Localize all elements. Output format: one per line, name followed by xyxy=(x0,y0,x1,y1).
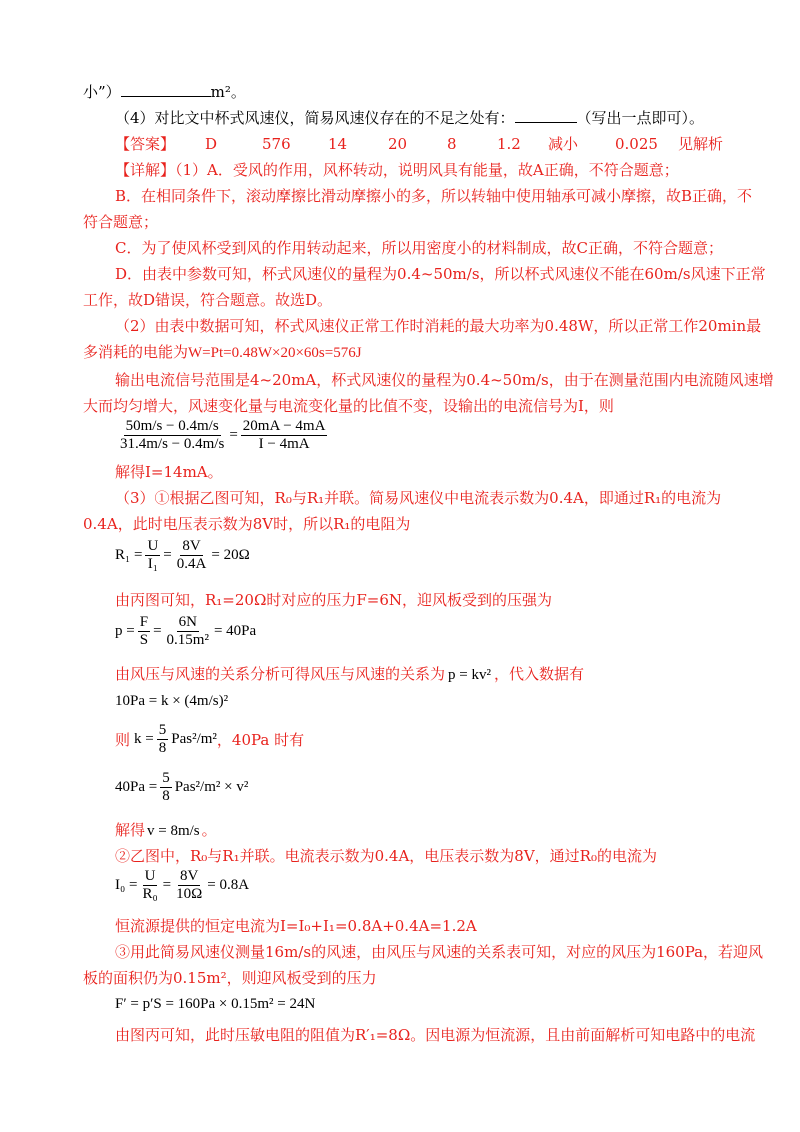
detail-text: ，代入数据有 xyxy=(493,665,584,683)
answer-value: 1.2 xyxy=(497,135,521,153)
fraction-denominator: I₁ xyxy=(147,556,158,572)
detail-text: （2）由表中数据可知，杯式风速仪正常工作时消耗的最大功率为0.48W，所以正常工作20min最 xyxy=(115,317,762,335)
fraction-denominator: 0.4A xyxy=(176,556,207,572)
fraction-denominator: I − 4mA xyxy=(258,436,310,452)
fraction-denominator: 31.4m/s − 0.4m/s xyxy=(120,436,225,452)
fraction-numerator: U xyxy=(147,538,159,554)
equation-i0: I₀ = $\frac{U}{\text{R₀}}$ = $\frac{8V}{10\Omega}$ = 0.8A xyxy=(115,868,250,902)
answer-value: 减小 xyxy=(548,135,579,153)
equation-rhs: Pas²/m² xyxy=(171,731,217,747)
equation-r1: R₁ = $\frac{U}{\text{I₁}}$ = $\frac{8V}{0.4A}$ = 20Ω xyxy=(115,538,250,572)
fraction-numerator: 20mA − 4mA xyxy=(242,418,326,434)
fraction-numerator: 6N xyxy=(178,614,197,630)
detail-text: 恒流源提供的恒定电流为I=I₀+I₁=0.8A+0.4A=1.2A xyxy=(115,917,477,935)
detail-text: 0.4A，此时电压表示数为8V时，所以R₁的电阻为 xyxy=(83,515,411,533)
q3-tail-suffix: m²。 xyxy=(210,83,246,101)
fraction-denominator: 8 xyxy=(162,788,170,804)
equation-rhs: = 20Ω xyxy=(211,547,250,563)
detail-text: ，40Pa 时有 xyxy=(216,731,305,749)
q4-line xyxy=(115,108,704,128)
answer-value: 0.025 xyxy=(615,135,658,153)
detail-text: 则 xyxy=(115,733,131,749)
detail-text: 解得 xyxy=(115,821,146,839)
equation-substitution: 10Pa = k × (4m/s)² xyxy=(115,693,229,709)
equation-force: F′ = p′S = 160Pa × 0.15m² = 24N xyxy=(115,996,316,1012)
answer-blank xyxy=(515,108,577,123)
fraction-numerator: 5 xyxy=(162,770,170,786)
detail-text-line xyxy=(83,342,362,363)
fraction-denominator: R₀ xyxy=(142,886,158,902)
detail-text: B．在相同条件下，滚动摩擦比滑动摩擦小的多，所以转轴中使用轴承可减小摩擦，故B正确，不 xyxy=(115,187,753,205)
detail-line-1 xyxy=(115,160,679,180)
fraction-denominator: S xyxy=(139,632,149,648)
fraction-denominator: 10Ω xyxy=(176,886,203,902)
answer-value: 8 xyxy=(447,135,457,153)
equation-pressure: p = $\frac{F}{S}$ = $\frac{6N}{\text{0.15m²}}$ = 40Pa xyxy=(115,614,257,648)
equation-lhs: k = xyxy=(134,731,154,747)
detail-text: D．由表中参数可知，杯式风速仪的量程为0.4~50m/s，所以杯式风速仪不能在60m/s风速下正常 xyxy=(115,265,766,283)
detail-text: 解得I=14mA。 xyxy=(115,463,223,481)
detail-text: ③用此简易风速仪测量16m/s的风速，由风压与风速的关系表可知，对应的风压为160Pa，若迎风 xyxy=(115,943,764,961)
equation-lhs: p = xyxy=(115,623,135,639)
answer-label: 【答案】 xyxy=(115,135,176,153)
equation-lhs: I₀ = xyxy=(115,877,138,893)
detail-text: 由风压与风速的关系分析可得风压与风速的关系为 xyxy=(115,665,446,683)
detail-text: 多消耗的电能为 xyxy=(83,343,189,361)
fraction-numerator: U xyxy=(144,868,156,884)
equation-rhs: Pas²/m² × v² xyxy=(174,779,249,795)
detail-text: ②乙图中，R₀与R₁并联。电流表示数为0.4A，电压表示数为8V，通过R₀的电流为 xyxy=(115,847,657,865)
answer-value: D xyxy=(205,135,218,153)
detail-text: 工作，故D错误，符合题意。故选D。 xyxy=(83,291,333,309)
equation-k xyxy=(115,722,304,757)
detail-text-line xyxy=(115,664,584,685)
fraction-numerator: F xyxy=(139,614,149,630)
equation-lhs: 40Pa = xyxy=(115,779,158,795)
detail-text: 。 xyxy=(201,821,217,839)
fraction-numerator: 5 xyxy=(158,722,167,738)
equation: p = kv² xyxy=(448,667,491,683)
fraction-numerator: 8V xyxy=(182,538,201,554)
q3-tail-prefix: 小”） xyxy=(83,83,121,101)
equation-ratio: $\frac{50m/s - 0.4m/s}{31.4m/s - 0.4m/s}$ = $\frac{20mA - 4mA}{I - 4mA}$ xyxy=(120,418,326,452)
q4-text: （4）对比文中杯式风速仪，简易风速仪存在的不足之处有： xyxy=(115,109,515,127)
equation-lhs: R₁ = xyxy=(115,547,143,563)
equation: W=Pt=0.48W×20×60s=576J xyxy=(188,345,362,361)
detail-text: 由图丙可知，此时压敏电阻的阻值为R′₁=8Ω。因电源为恒流源，且由前面解析可知电路中的电流 xyxy=(115,1026,756,1044)
fraction-numerator: 8V xyxy=(180,868,199,884)
equation: v = 8m/s xyxy=(147,823,200,839)
fraction-denominator: 8 xyxy=(158,740,167,756)
q4-suffix: （写出一点即可）。 xyxy=(576,109,705,127)
answer-blank xyxy=(121,82,211,97)
detail-text: 由丙图可知，R₁=20Ω时对应的压力F=6N，迎风板受到的压强为 xyxy=(115,591,553,609)
answer-value: 14 xyxy=(328,135,348,153)
detail-text: 板的面积仍为0.15m²，则迎风板受到的压力 xyxy=(83,969,377,987)
detail-label: 【详解】 xyxy=(115,161,176,179)
detail-text: （1）A．受风的作用，风杯转动，说明风具有能量，故A正确，不符合题意； xyxy=(175,161,679,179)
q3-tail-line xyxy=(83,82,246,102)
answer-value: 见解析 xyxy=(678,135,724,153)
detail-text-line xyxy=(115,820,217,841)
detail-text: （3）①根据乙图可知，R₀与R₁并联。简易风速仪中电流表示数为0.4A，即通过R₁的电流为 xyxy=(115,489,722,507)
answer-value: 20 xyxy=(388,135,408,153)
detail-text: 输出电流信号范围是4~20mA，杯式风速仪的量程为0.4~50m/s，由于在测量范围内电流随风速增 xyxy=(115,371,774,389)
detail-text: 大而均匀增大，风速变化量与电流变化量的比值不变，设输出的电流信号为I，则 xyxy=(83,397,614,415)
equation-rhs: = 0.8A xyxy=(207,877,250,893)
detail-text: C．为了使风杯受到风的作用转动起来，所以用密度小的材料制成，故C正确，不符合题意； xyxy=(115,239,723,257)
answer-value: 576 xyxy=(262,135,291,153)
fraction-denominator: 0.15m² xyxy=(166,632,209,648)
fraction-numerator: 50m/s − 0.4m/s xyxy=(125,418,219,434)
equation-rhs: = 40Pa xyxy=(213,623,257,639)
detail-text: 符合题意； xyxy=(83,213,159,231)
answer-row xyxy=(115,134,724,154)
equation-40pa xyxy=(115,770,248,805)
